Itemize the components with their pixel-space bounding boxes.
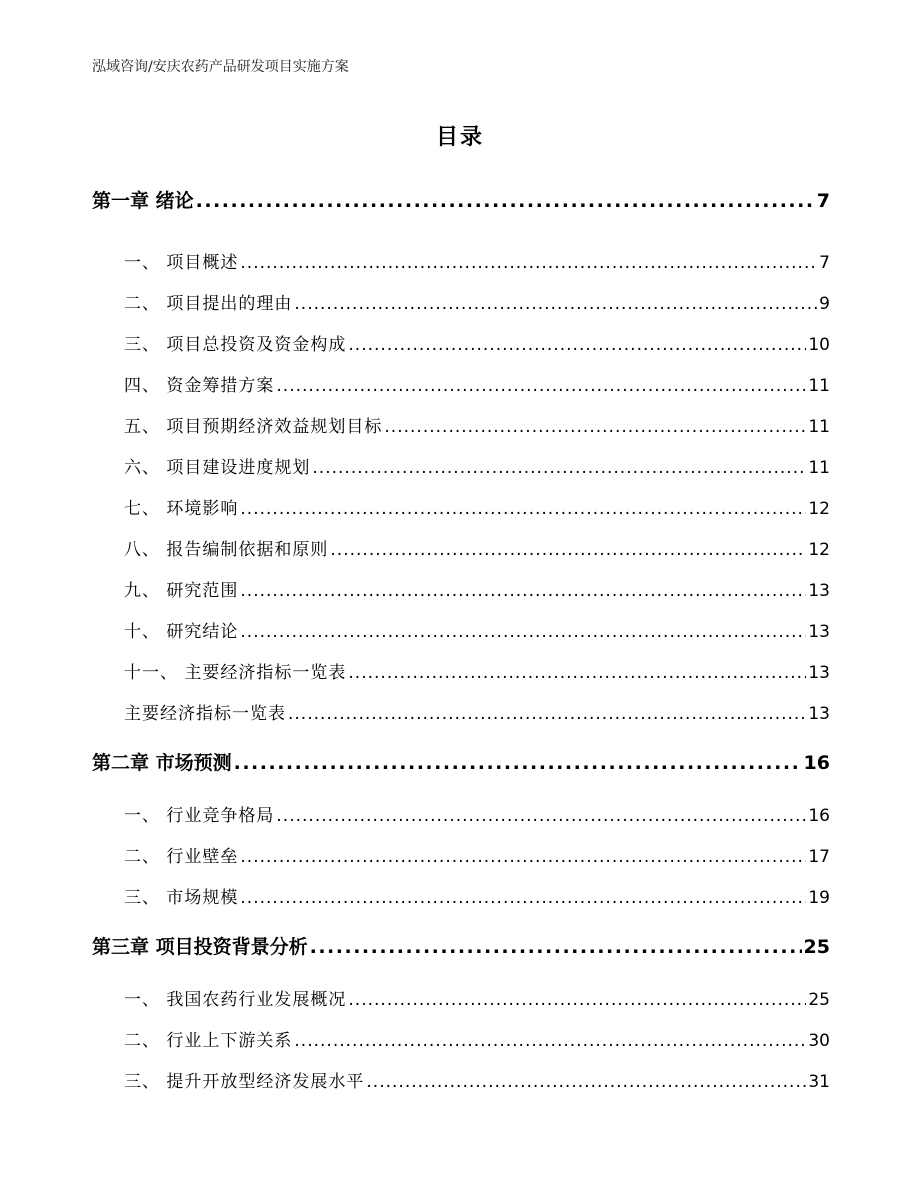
toc-entry[interactable]: 一、 我国农药行业发展概况 ..... 25: [92, 985, 830, 1010]
toc-chapter-2[interactable]: 第二章 市场预测 ..... 16: [92, 748, 830, 775]
toc-entry[interactable]: 二、 项目提出的理由 ..... 9: [92, 289, 830, 314]
toc-entry[interactable]: 九、 研究范围 ..... 13: [92, 576, 830, 601]
toc-entry[interactable]: 三、 项目总投资及资金构成 ..... 10: [92, 330, 830, 355]
running-header: 泓域咨询/安庆农药产品研发项目实施方案: [92, 59, 349, 75]
toc-entry[interactable]: 五、 项目预期经济效益规划目标 ..... 11: [92, 412, 830, 437]
toc-entry[interactable]: 一、 项目概述 ..... 7: [92, 248, 830, 273]
toc-entry[interactable]: 二、 行业上下游关系 ..... 30: [92, 1026, 830, 1051]
toc-entry[interactable]: 三、 市场规模 ..... 19: [92, 883, 830, 908]
toc-entry[interactable]: 二、 行业壁垒 ..... 17: [92, 842, 830, 867]
toc-entry[interactable]: 七、 环境影响 ..... 12: [92, 494, 830, 519]
toc-entry[interactable]: 六、 项目建设进度规划 ..... 11: [92, 453, 830, 478]
toc-entry[interactable]: 四、 资金筹措方案 ..... 11: [92, 371, 830, 396]
toc-entry[interactable]: 主要经济指标一览表 ..... 13: [92, 699, 830, 724]
toc-chapter-1[interactable]: 第一章 绪论 ..... 7: [92, 186, 830, 213]
toc-entry[interactable]: 十一、 主要经济指标一览表 ..... 13: [92, 658, 830, 683]
toc-chapter-3[interactable]: 第三章 项目投资背景分析 ..... 25: [92, 932, 830, 959]
toc-entry[interactable]: 三、 提升开放型经济发展水平 ..... 31: [92, 1067, 830, 1092]
toc-entry[interactable]: 十、 研究结论 ..... 13: [92, 617, 830, 642]
toc-entry[interactable]: 八、 报告编制依据和原则 ..... 12: [92, 535, 830, 560]
toc-entry[interactable]: 一、 行业竞争格局 ..... 16: [92, 801, 830, 826]
toc-title: 目录: [435, 125, 484, 150]
